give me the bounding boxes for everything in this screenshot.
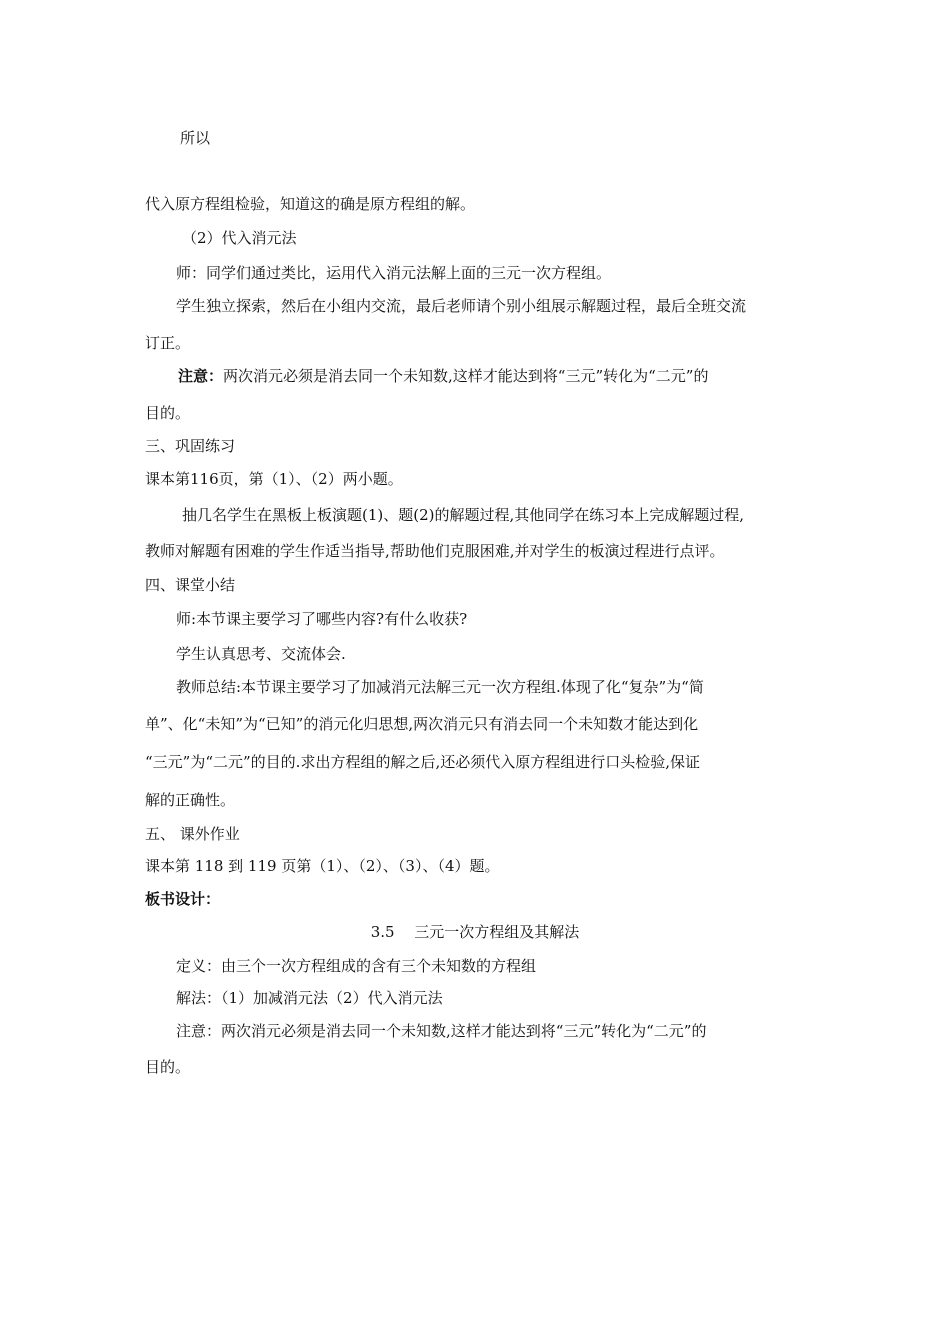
text-line: 目的。 (145, 404, 191, 422)
text-line: 教师总结:本节课主要学习了加减消元法解三元一次方程组.体现了化“复杂”为“简 (176, 678, 704, 696)
text-line: 教师对解题有困难的学生作适当指导,帮助他们克服困难,并对学生的板演过程进行点评。 (145, 542, 725, 560)
section-heading: （2）代入消元法 (182, 229, 297, 247)
board-title: 3.5 三元一次方程组及其解法 (370, 923, 580, 941)
text-line: 解的正确性。 (145, 791, 236, 809)
text-line: 订正。 (145, 334, 191, 352)
text-line: 学生独立探索，然后在小组内交流，最后老师请个别小组展示解题过程，最后全班交流 (176, 297, 747, 315)
text-line: 课本第 118 到 119 页第（1）、（2）、（3）、（4）题。 (145, 857, 500, 875)
section-heading: 板书设计： (145, 890, 221, 908)
text-line: 定义：由三个一次方程组成的含有三个未知数的方程组 (176, 957, 537, 975)
text-line: 师:本节课主要学习了哪些内容?有什么收获? (176, 610, 468, 628)
text-line: 课本第116页，第（1）、（2）两小题。 (145, 470, 403, 488)
text-line: 抽几名学生在黑板上板演题(1)、题(2)的解题过程,其他同学在练习本上完成解题过程, (182, 506, 745, 524)
text-line: 师：同学们通过类比，运用代入消元法解上面的三元一次方程组。 (176, 264, 612, 282)
section-heading: 四、课堂小结 (145, 576, 236, 594)
text-line: 解法：（1）加减消元法（2）代入消元法 (176, 989, 443, 1007)
text-line: 注意：两次消元必须是消去同一个未知数,这样才能达到将“三元”转化为“二元”的 (176, 1022, 707, 1040)
section-heading: 三、巩固练习 (145, 437, 236, 455)
text-line: 学生认真思考、交流体会. (176, 645, 346, 663)
text-line: 目的。 (145, 1058, 191, 1076)
section-heading: 五、 课外作业 (145, 825, 240, 843)
note-text: 两次消元必须是消去同一个未知数,这样才能达到将“三元”转化为“二元”的 (223, 367, 709, 385)
note-line (178, 366, 708, 386)
text-line: 代入原方程组检验，知道这的确是原方程组的解。 (145, 195, 476, 213)
note-label: 注意： (178, 367, 224, 385)
text-line: “三元”为“二元”的目的.求出方程组的解之后,还必须代入原方程组进行口头检验,保证 (145, 753, 700, 771)
text-line: 单”、化“未知”为“已知”的消元化归思想,两次消元只有消去同一个未知数才能达到化 (145, 715, 699, 733)
text-line: 所以 (180, 129, 211, 147)
